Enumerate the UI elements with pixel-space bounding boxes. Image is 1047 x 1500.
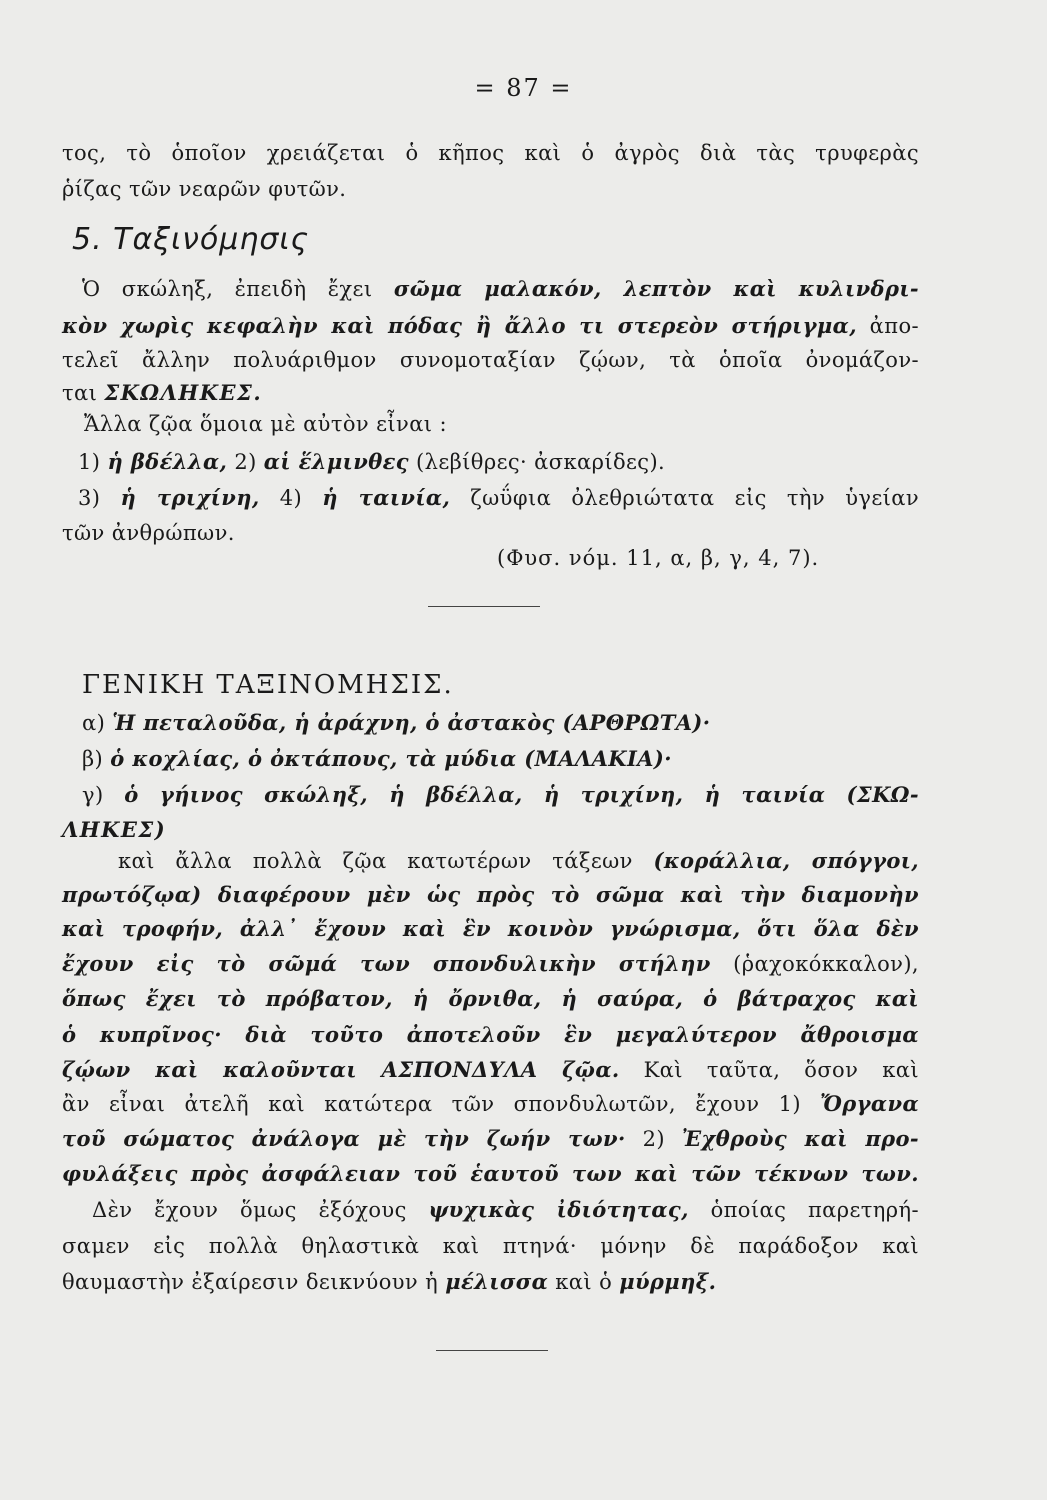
divider [428, 606, 540, 607]
emphasis-run: ὁ κοχλίας, ὁ ὀκτάπους, τὰ μύδια (ΜΑΛΑΚΙΑ)· [110, 746, 672, 771]
item-marker: β) [82, 747, 104, 771]
text-line [82, 274, 919, 304]
list-number: 4) [279, 486, 303, 510]
text-run: καὶ ὁ [555, 1270, 613, 1294]
emphasis-run: Ἡ πεταλοῦδα, ἡ ἀράχνη, ὁ ἀστακὸς (ΑΡΘΡΩΤΑ)· [112, 710, 711, 735]
divider [436, 1350, 548, 1351]
text-line: τελεῖ ἄλλην πολυάριθμον συνομοταξίαν ζῴων, τὰ ὁποῖα ὀνομάζον- [62, 348, 919, 372]
text-line [62, 949, 919, 979]
text-line: ὅπως ἔχει τὸ πρόβατον, ἡ ὄρνιθα, ἡ σαύρα, ὁ βάτραχος καὶ [62, 986, 919, 1011]
emphasis-run: ζῴων καὶ καλοῦνται ΑΣΠΟΝΔΥΛΑ ζῷα. [62, 1057, 620, 1082]
text-line [62, 378, 919, 408]
emphasis-run: σῶμα μαλακόν, λεπτὸν καὶ κυλινδρι- [393, 276, 919, 301]
text-line [62, 1089, 919, 1119]
list-number: 1) [78, 450, 101, 474]
text-run: Καὶ ταῦτα, ὅσον καὶ [643, 1058, 919, 1082]
page-number: = 87 = [474, 74, 573, 102]
emphasis-run: μύρμηξ. [619, 1269, 717, 1294]
text-run: ὁποίας παρετηρή- [710, 1198, 919, 1222]
text-line [118, 846, 919, 876]
item-marker: γ) [82, 783, 104, 807]
list-number: 2) [642, 1127, 665, 1151]
emphasis-run: κὸν χωρὶς κεφαλὴν καὶ πόδας ἢ ἄλλο τι στερεὸν στήριγμα, [62, 313, 857, 338]
text-line [62, 1124, 919, 1154]
general-title: ΓΕΝΙΚΗ ΤΑΞΙΝΟΜΗΣΙΣ. [82, 670, 454, 700]
text-run: Ὁ σκώληξ, ἐπειδὴ ἔχει [82, 277, 373, 301]
text-run: ἀπο- [869, 314, 919, 338]
text-line [62, 1055, 919, 1085]
text-line [78, 447, 919, 477]
emphasis-run: ἡ βδέλλα, [107, 449, 228, 474]
text-line: ῥίζας τῶν νεαρῶν φυτῶν. [62, 177, 347, 201]
classification-item [82, 708, 919, 738]
text-run: (λεβίθρες· ἀσκαρίδες). [416, 450, 666, 474]
text-run: Δὲν ἔχουν ὅμως ἐξόχους [92, 1198, 407, 1222]
list-number: 3) [78, 486, 101, 510]
text-line: φυλάξεις πρὸς ἀσφάλειαν τοῦ ἑαυτοῦ των καὶ τῶν τέκνων των. [62, 1161, 919, 1186]
emphasis-run: Ἐχθροὺς καὶ προ- [681, 1126, 919, 1151]
text-run: καὶ ἄλλα πολλὰ ζῷα κατωτέρων τάξεων [118, 849, 633, 873]
text-line: Ἄλλα ζῷα ὅμοια μὲ αὐτὸν εἶναι : [84, 412, 447, 436]
text-line [62, 311, 919, 341]
emphasis-run: (κοράλλια, σπόγγοι, [653, 848, 920, 873]
text-run: (ῥαχοκόκκαλον), [733, 952, 919, 976]
emphasis-run: ἡ τριχίνη, [120, 485, 260, 510]
emphasis-run: τοῦ σώματος ἀνάλογα μὲ τὴν ζωήν των· [62, 1126, 626, 1151]
emphasis-run: ὁ γήινος σκώληξ, ἡ βδέλλα, ἡ τριχίνη, ἡ ταινία (ΣΚΩ- [124, 782, 920, 807]
section-heading: 5. Ταξινόμησις [72, 222, 310, 257]
text-run: ἂν εἶναι ἀτελῆ καὶ κατώτερα τῶν σπονδυλωτῶν, ἔχουν 1) [62, 1092, 801, 1116]
text-line: καὶ τροφήν, ἀλλ᾿ ἔχουν καὶ ἓν κοινὸν γνώρισμα, ὅτι ὅλα δὲν [62, 916, 919, 941]
classification-item [82, 780, 919, 810]
emphasis-run: αἱ ἕλμινθες [263, 449, 409, 474]
reference-note: (Φυσ. νόμ. 11, α, β, γ, 4, 7). [497, 546, 820, 570]
emphasis-run: μέλισσα [445, 1269, 549, 1294]
text-line: ΛΗΚΕΣ) [62, 817, 167, 842]
item-marker: α) [82, 711, 106, 735]
classification-item [82, 744, 919, 774]
list-number: 2) [234, 450, 257, 474]
text-line [92, 1195, 919, 1225]
text-line [62, 1267, 919, 1297]
text-line [78, 483, 919, 513]
emphasis-run: ψυχικὰς ἰδιότητας, [428, 1197, 689, 1222]
emphasis-run: Ὄργανα [820, 1091, 920, 1116]
emphasis-run: ΣΚΩΛΗΚΕΣ. [104, 380, 263, 405]
emphasis-run: ἔχουν εἰς τὸ σῶμά των σπονδυλικὴν στήλην [62, 951, 711, 976]
text-run: ται [62, 381, 98, 405]
text-line: πρωτόζῳα) διαφέρουν μὲν ὡς πρὸς τὸ σῶμα καὶ τὴν διαμονὴν [62, 882, 919, 907]
text-run: ζωΰφια ὀλεθριώτατα εἰς τὴν ὑγείαν [470, 486, 920, 510]
text-line: ὁ κυπρῖνος· διὰ τοῦτο ἀποτελοῦν ἓν μεγαλύτερον ἄθροισμα [62, 1022, 919, 1047]
text-run: θαυμαστὴν ἐξαίρεσιν δεικνύουν ἡ [62, 1270, 439, 1294]
emphasis-run: ἡ ταινία, [322, 485, 451, 510]
text-line: τος, τὸ ὁποῖον χρειάζεται ὁ κῆπος καὶ ὁ ἀγρὸς διὰ τὰς τρυφερὰς [62, 141, 919, 165]
text-line: τῶν ἀνθρώπων. [62, 521, 235, 545]
text-line: σαμεν εἰς πολλὰ θηλαστικὰ καὶ πτηνά· μόνην δὲ παράδοξον καὶ [62, 1234, 919, 1258]
